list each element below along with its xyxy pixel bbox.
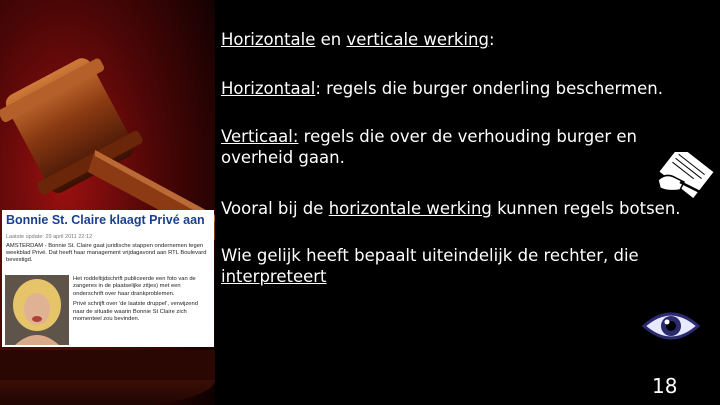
page-number: 18: [652, 374, 678, 398]
text-line-2: Horizontaal: regels die burger onderling beschermen.: [221, 79, 663, 98]
eye-icon: [642, 308, 700, 344]
news-article-clipping: [2, 210, 214, 347]
news-title: Bonnie St. Claire klaagt Privé aan: [6, 213, 205, 227]
text-line-4: Vooral bij de horizontale werking kunnen regels botsen.: [221, 199, 681, 218]
text-line-1: Horizontale en verticale werking:: [221, 30, 495, 49]
news-paragraph: Het roddeltijdschrift publiceerde een foto van de zangeres in de plaatselijke zitjes) met een onderschrift over haar drankproblemen.: [73, 276, 196, 297]
news-photo: [5, 275, 69, 345]
text-line-3: Verticaal: regels die over de verhouding burger en overheid gaan.: [221, 127, 638, 167]
news-body: [73, 276, 211, 326]
pen-writing-icon: [654, 152, 714, 198]
text-line-5: Wie gelijk heeft bepaalt uiteindelijk de rechter, die interpreteert: [221, 246, 639, 286]
news-paragraph: Privé schrijft over 'de laatste druppel', verwijzend naar de situatie waarin Bonnie St Claire zich momenteel zou bevinden.: [73, 301, 198, 323]
news-timestamp: Laatste update: 29 april 2011 22:12: [6, 234, 93, 240]
news-lead: AMSTERDAM - Bonnie St. Claire gaat juridische stappen ondernemen tegen weekblad Privé. Dat heeft haar management vrijdagavond aan RTL Boulevard bevestigd.: [6, 243, 207, 264]
